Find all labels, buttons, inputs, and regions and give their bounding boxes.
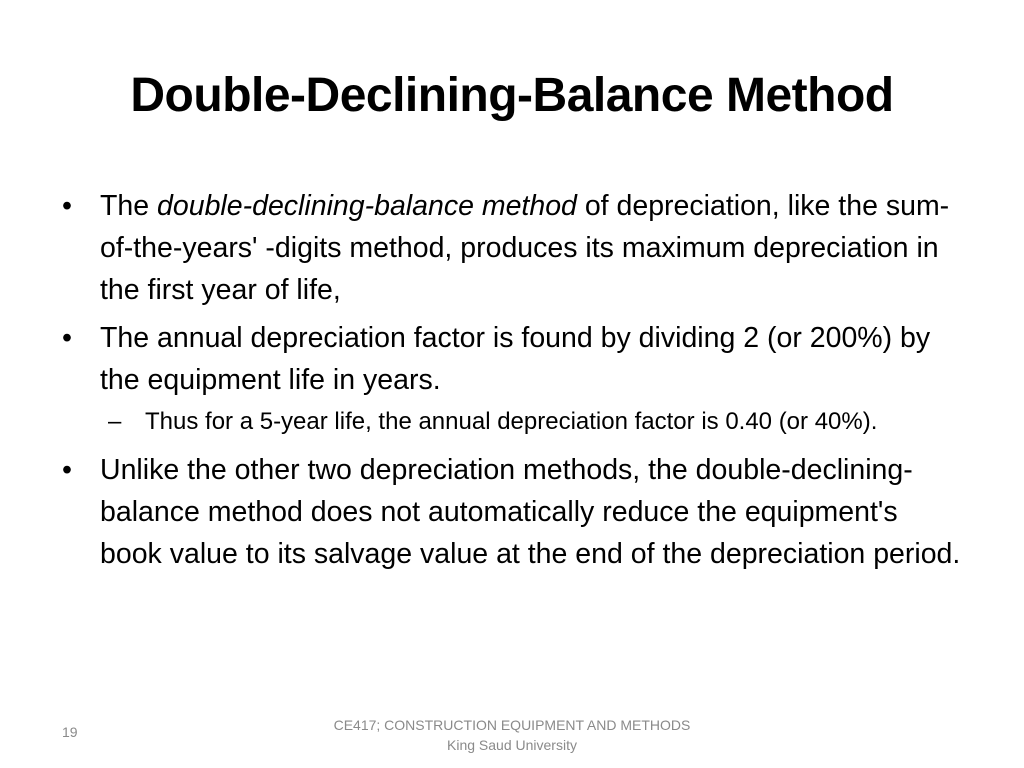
bullet-item-1	[62, 185, 962, 311]
page-number: 19	[62, 724, 78, 740]
slide-body	[62, 185, 962, 581]
bullet-marker: •	[62, 322, 72, 354]
bullet-marker: •	[62, 190, 72, 222]
bullet-item-2	[62, 317, 962, 401]
bullet-text-suffix: of depreciation, like the sum-of-the-years' -digits method, produces its maximum depreciation in the first year of life,	[100, 190, 950, 306]
slide-title: Double-Declining-Balance Method	[130, 69, 894, 122]
bullet-marker: •	[62, 454, 72, 486]
bullet-item-3	[62, 449, 962, 575]
bullet-text: The annual depreciation factor is found by dividing 2 (or 200%) by the equipment life in years.	[100, 322, 931, 396]
bullet-text-emphasis: double-declining-balance method	[157, 190, 577, 222]
sub-bullet-item	[108, 405, 962, 439]
bullet-text: Unlike the other two depreciation methods, the double-declining-balance method does not automatically reduce the equipment's book value to its salvage value at the end of the depreciation period.	[100, 454, 961, 570]
bullet-text-prefix: The	[100, 190, 158, 222]
sub-bullet-marker: –	[108, 408, 122, 435]
footer-university: King Saud University	[447, 737, 577, 753]
footer-course: CE417; CONSTRUCTION EQUIPMENT AND METHODS	[333, 717, 691, 733]
sub-bullet-text: Thus for a 5-year life, the annual depreciation factor is 0.40 (or 40%).	[145, 408, 878, 435]
footer	[262, 715, 762, 755]
